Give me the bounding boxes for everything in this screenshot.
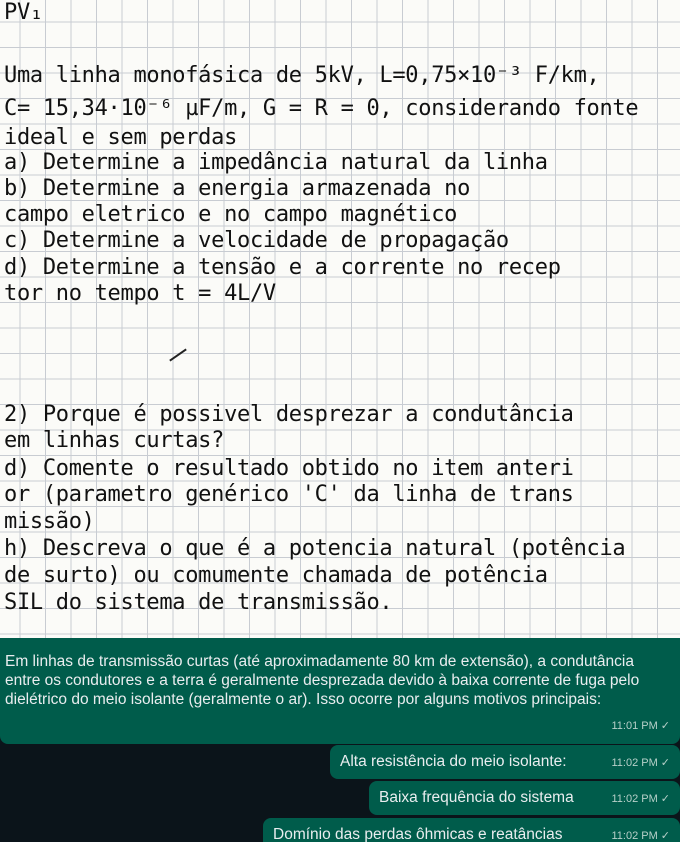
note-line: C= 15,34·10⁻⁶ µF/m, G = R = 0, considerando fonte (4, 96, 639, 121)
note-line: em linhas curtas? (4, 428, 225, 453)
message-timestamp: 11:01 PM ✓ (611, 720, 670, 732)
note-line: 2) Porque é possivel desprezar a condutância (4, 402, 574, 427)
note-line: ideal e sem perdas (4, 125, 238, 150)
chat-conversation[interactable] (0, 638, 680, 842)
message-text: Alta resistência do meio isolante: (340, 753, 567, 770)
message-timestamp: 11:02 PM ✓ (611, 793, 670, 805)
outgoing-message-bubble[interactable] (0, 638, 680, 744)
note-line: missão) (4, 509, 95, 534)
message-text: Baixa frequência do sistema (379, 789, 574, 806)
check-icon: ✓ (660, 793, 670, 805)
check-icon: ✓ (660, 757, 670, 769)
note-line: d) Comente o resultado obtido no item anteri (4, 456, 574, 481)
note-line: h) Descreva o que é a potencia natural (potência (4, 536, 626, 561)
note-line: or (parametro genérico 'C' da linha de trans (4, 482, 574, 507)
note-line: campo eletrico e no campo magnético (4, 202, 458, 227)
check-icon: ✓ (660, 830, 670, 842)
note-line: c) Determine a velocidade de propagação (4, 228, 509, 253)
outgoing-message-bubble[interactable] (263, 818, 680, 842)
outgoing-message-bubble[interactable] (369, 781, 680, 815)
outgoing-message-bubble[interactable] (330, 745, 680, 779)
note-line: de surto) ou comumente chamada de potência (4, 563, 548, 588)
note-line: Uma linha monofásica de 5kV, L=0,75×10⁻³ F/km, (4, 63, 600, 88)
message-timestamp: 11:02 PM ✓ (611, 757, 670, 769)
check-icon: ✓ (660, 720, 670, 732)
note-line: a) Determine a impedância natural da linha (4, 150, 548, 175)
note-line: SIL do sistema de transmissão. (4, 590, 393, 615)
note-line: d) Determine a tensão e a corrente no recep (4, 255, 561, 280)
note-line-title: PV₁ (4, 0, 43, 25)
pen-mark (169, 348, 187, 361)
message-text: Em linhas de transmissão curtas (até aproximadamente 80 km de extensão), a condutância entre os condutores e a terra é geralmente desprezada devido à baixa corrente de fuga pelo dielétrico do meio isolante (geralmente o ar). Isso ocorre por alguns motivos principais: (5, 653, 640, 708)
note-line: b) Determine a energia armazenada no (4, 176, 471, 201)
message-text: Domínio das perdas ôhmicas e reatâncias (273, 826, 563, 842)
note-line: tor no tempo t = 4L/V (4, 281, 276, 306)
message-timestamp: 11:02 PM ✓ (611, 830, 670, 842)
